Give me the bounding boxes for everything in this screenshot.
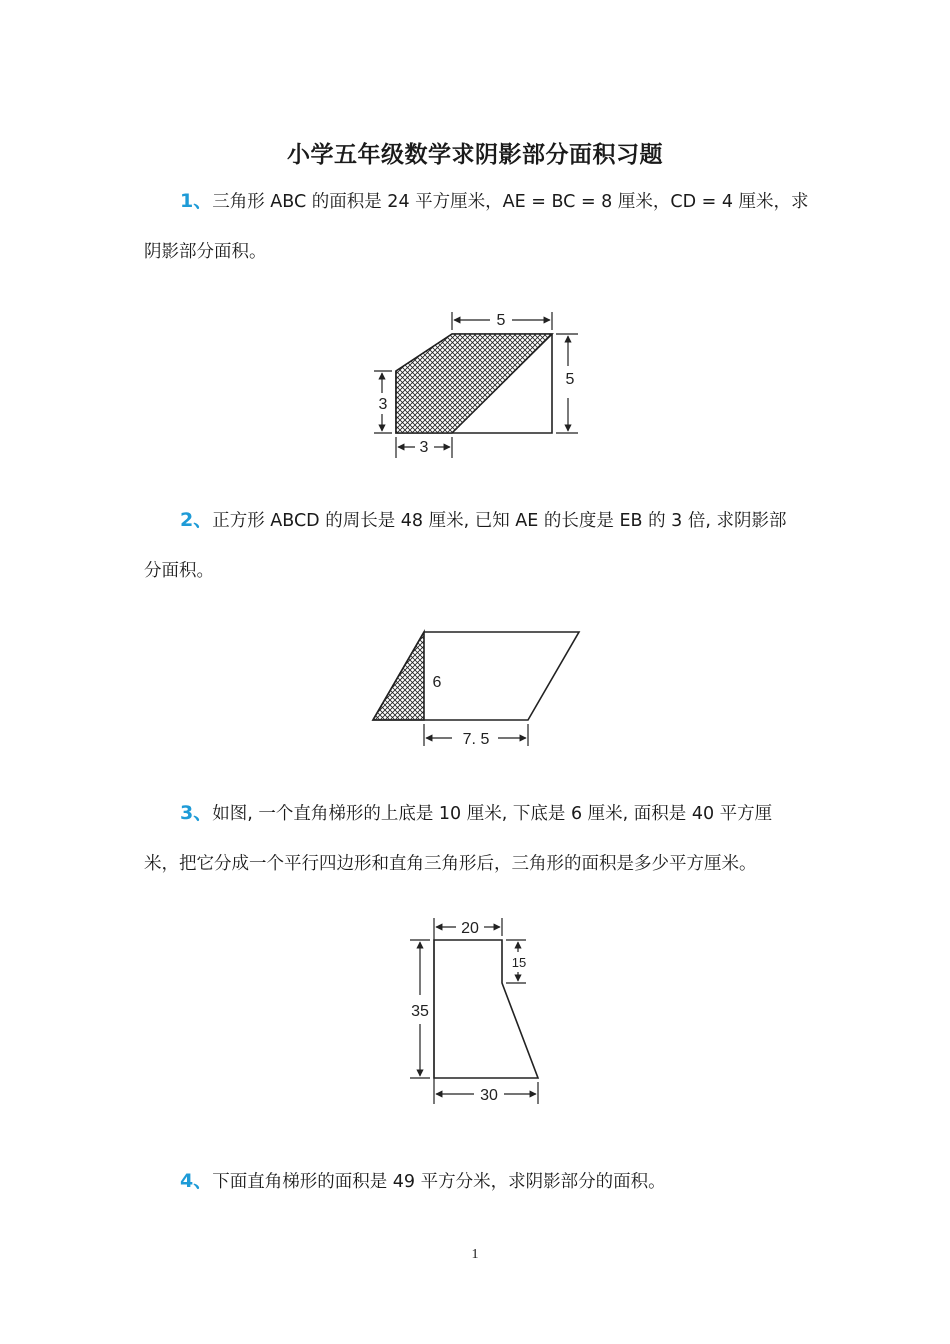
figure-1-label-left: 3: [378, 396, 388, 413]
problem-1-number: 1、: [180, 190, 213, 212]
figure-1-label-bottom: 3: [419, 439, 429, 456]
figure-3-label-height: 35: [411, 1003, 429, 1020]
figure-2-label-height: 6: [432, 674, 442, 691]
figure-1-label-top: 5: [496, 312, 506, 329]
page-title: 小学五年级数学求阴影部分面积习题: [287, 142, 663, 168]
figure-3: [410, 918, 538, 1104]
problem-2-line-2: 分面积。: [144, 561, 214, 581]
problem-2-line-1: 2、正方形 ABCD 的周长是 48 厘米, 已知 AE 的长度是 EB 的 3 倍, 求阴影部: [180, 509, 787, 531]
problem-1-line-2: 阴影部分面积。: [144, 242, 267, 262]
problem-3-line-2: 米，把它分成一个平行四边形和直角三角形后，三角形的面积是多少平方厘米。: [144, 854, 757, 874]
figure-3-label-bottom: 30: [480, 1087, 498, 1104]
problem-3-line-1: 3、如图, 一个直角梯形的上底是 10 厘米, 下底是 6 厘米, 面积是 40 平方厘: [180, 802, 773, 824]
figure-2: [373, 632, 579, 748]
figure-3-label-step: 15: [511, 955, 527, 970]
problem-1-line-1: 1、三角形 ABC 的面积是 24 平方厘米，AE = BC = 8 厘米，CD = 4 厘米，求: [180, 190, 809, 212]
page-number: 1: [471, 1247, 479, 1262]
problem-4-number: 4、: [180, 1170, 213, 1192]
figure-2-label-base: 7. 5: [462, 731, 490, 748]
figure-1-label-right: 5: [565, 371, 575, 388]
figure-1: [374, 312, 578, 458]
problem-4-line-1: 4、下面直角梯形的面积是 49 平方分米，求阴影部分的面积。: [180, 1170, 666, 1192]
figure-3-label-top: 20: [461, 920, 479, 937]
problem-2-number: 2、: [180, 509, 213, 531]
problem-3-number: 3、: [180, 802, 213, 824]
figure-1-shaded-region: [396, 334, 552, 433]
